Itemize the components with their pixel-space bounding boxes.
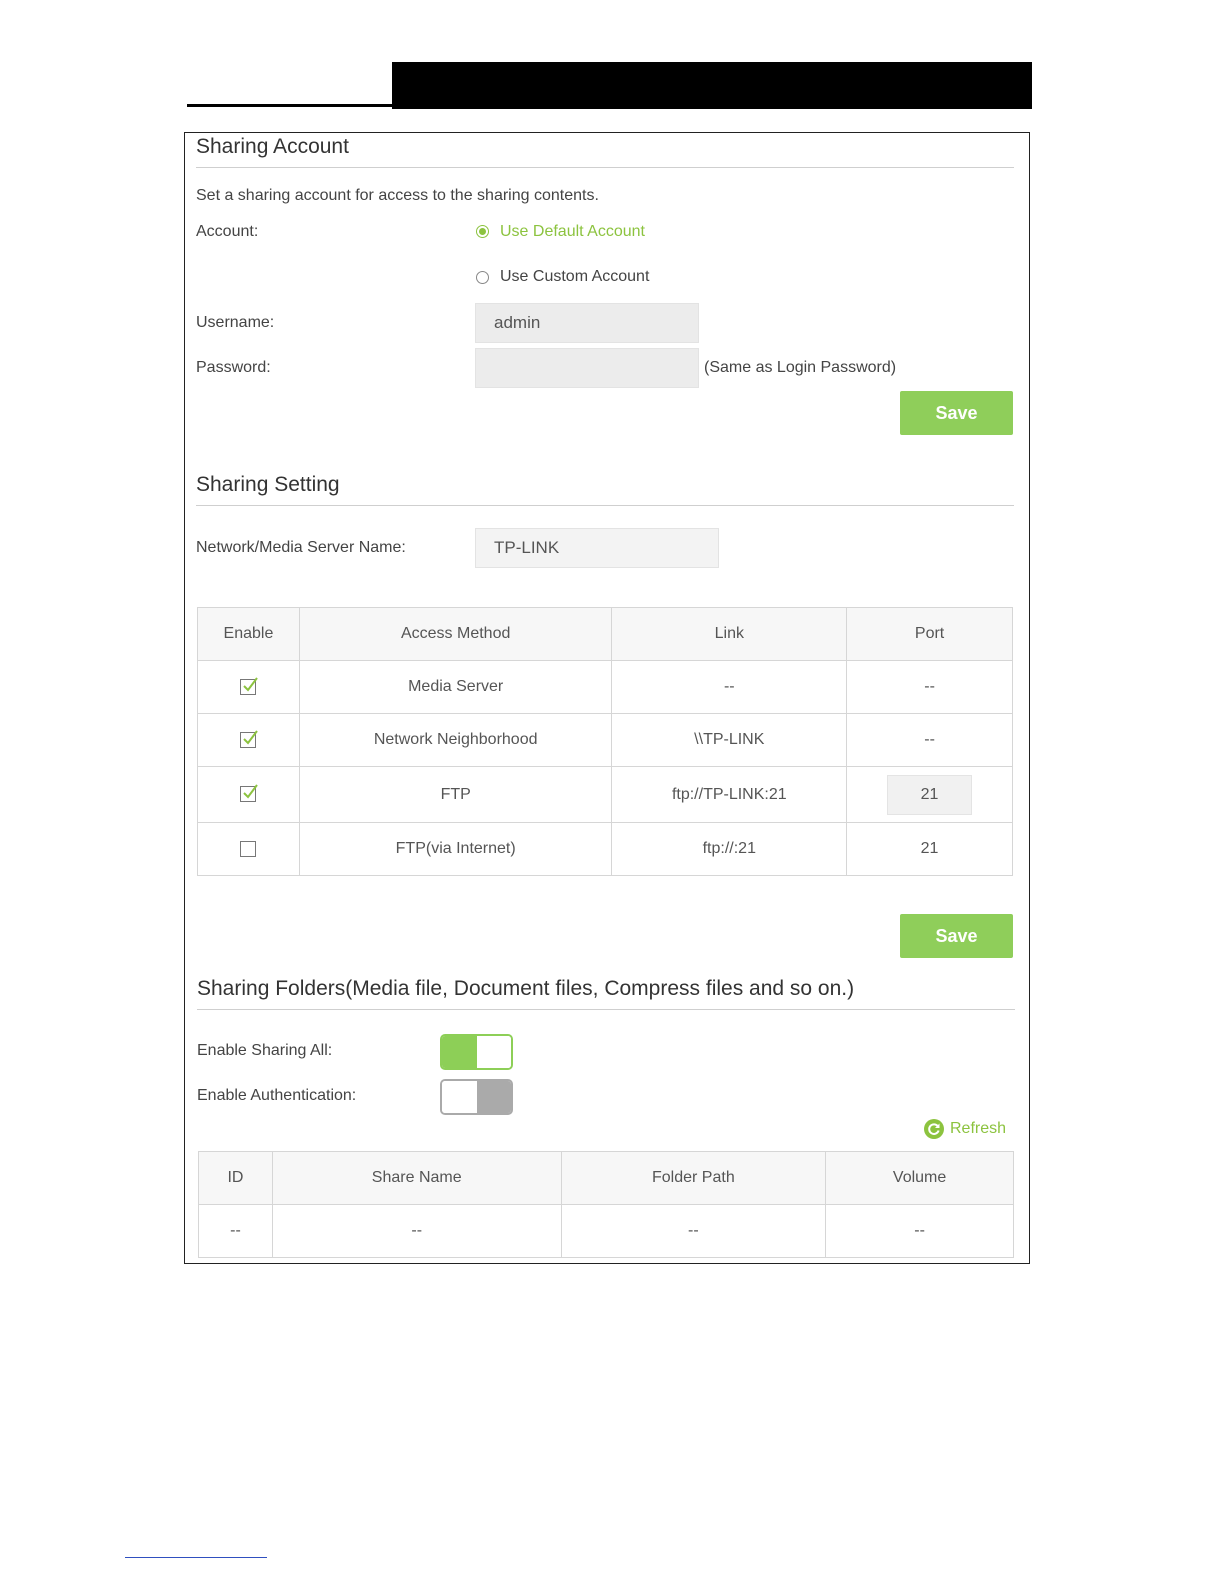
enable-sharing-all-label: Enable Sharing All: — [197, 1042, 333, 1059]
table-row — [198, 823, 1013, 876]
column-header-share-name: Share Name — [272, 1152, 561, 1205]
link-cell: ftp://TP-LINK:21 — [612, 767, 847, 823]
enable-cell — [198, 714, 300, 767]
save-setting-button[interactable]: Save — [900, 914, 1013, 958]
sharing-setting-title: Sharing Setting — [196, 473, 340, 496]
toggle-knob — [442, 1082, 474, 1112]
checkmark-icon — [242, 783, 258, 801]
share-name-cell: -- — [272, 1205, 561, 1258]
folder-path-cell: -- — [561, 1205, 826, 1258]
password-field[interactable] — [475, 348, 699, 388]
custom-account-option-label[interactable]: Use Custom Account — [500, 268, 650, 285]
default-account-radio[interactable] — [476, 225, 489, 238]
link-cell: \\TP-LINK — [612, 714, 847, 767]
account-label: Account: — [196, 223, 259, 240]
access-method-cell: FTP(via Internet) — [299, 823, 612, 876]
table-header-row — [198, 608, 1013, 661]
sharing-account-description: Set a sharing account for access to the sharing contents. — [196, 187, 599, 204]
network-neighborhood-checkbox[interactable] — [240, 732, 256, 748]
server-name-field[interactable]: TP-LINK — [475, 528, 719, 568]
ftp-internet-checkbox[interactable] — [240, 841, 256, 857]
port-cell: -- — [847, 714, 1013, 767]
username-field[interactable]: admin — [475, 303, 699, 343]
access-method-cell: FTP — [299, 767, 612, 823]
access-method-cell: Media Server — [299, 661, 612, 714]
column-header-port: Port — [847, 608, 1013, 661]
link-cell: -- — [612, 661, 847, 714]
enable-authentication-label: Enable Authentication: — [197, 1087, 357, 1104]
table-header-row — [199, 1152, 1014, 1205]
port-cell — [847, 767, 1013, 823]
table-row — [198, 714, 1013, 767]
footer-link-underline — [125, 1557, 267, 1558]
id-cell: -- — [199, 1205, 273, 1258]
ftp-port-input[interactable]: 21 — [887, 775, 972, 815]
ftp-checkbox[interactable] — [240, 786, 256, 802]
shared-folders-table — [198, 1151, 1014, 1258]
port-cell: 21 — [847, 823, 1013, 876]
volume-cell: -- — [826, 1205, 1014, 1258]
column-header-id: ID — [199, 1152, 273, 1205]
media-server-checkbox[interactable] — [240, 679, 256, 695]
divider — [196, 167, 1014, 168]
column-header-folder-path: Folder Path — [561, 1152, 826, 1205]
header-bar — [392, 62, 1032, 109]
column-header-volume: Volume — [826, 1152, 1014, 1205]
toggle-knob — [480, 1037, 512, 1067]
column-header-enable: Enable — [198, 608, 300, 661]
enable-cell — [198, 661, 300, 714]
link-cell: ftp://:21 — [612, 823, 847, 876]
enable-sharing-all-toggle[interactable] — [440, 1034, 513, 1070]
save-account-button[interactable]: Save — [900, 391, 1013, 435]
enable-cell — [198, 823, 300, 876]
access-method-cell: Network Neighborhood — [299, 714, 612, 767]
custom-account-radio[interactable] — [476, 271, 489, 284]
password-note: (Same as Login Password) — [704, 359, 897, 376]
table-row — [199, 1205, 1014, 1258]
username-label: Username: — [196, 314, 275, 331]
enable-authentication-toggle[interactable] — [440, 1079, 513, 1115]
divider — [196, 505, 1014, 506]
table-row — [198, 661, 1013, 714]
checkmark-icon — [242, 729, 258, 747]
sharing-account-title: Sharing Account — [196, 135, 349, 158]
sharing-folders-title: Sharing Folders(Media file, Document files, Compress files and so on.) — [197, 977, 855, 1000]
server-name-label: Network/Media Server Name: — [196, 539, 406, 556]
divider — [197, 1009, 1015, 1010]
refresh-label[interactable]: Refresh — [950, 1120, 1007, 1137]
port-cell: -- — [847, 661, 1013, 714]
column-header-access-method: Access Method — [299, 608, 612, 661]
refresh-icon — [924, 1119, 944, 1139]
checkmark-icon — [242, 676, 258, 694]
enable-cell — [198, 767, 300, 823]
sharing-panel — [184, 132, 1030, 1264]
header-rule — [187, 104, 394, 107]
table-row — [198, 767, 1013, 823]
default-account-option-label[interactable]: Use Default Account — [500, 223, 645, 240]
password-label: Password: — [196, 359, 271, 376]
refresh-link[interactable] — [924, 1119, 1006, 1139]
column-header-link: Link — [612, 608, 847, 661]
access-methods-table — [197, 607, 1013, 876]
